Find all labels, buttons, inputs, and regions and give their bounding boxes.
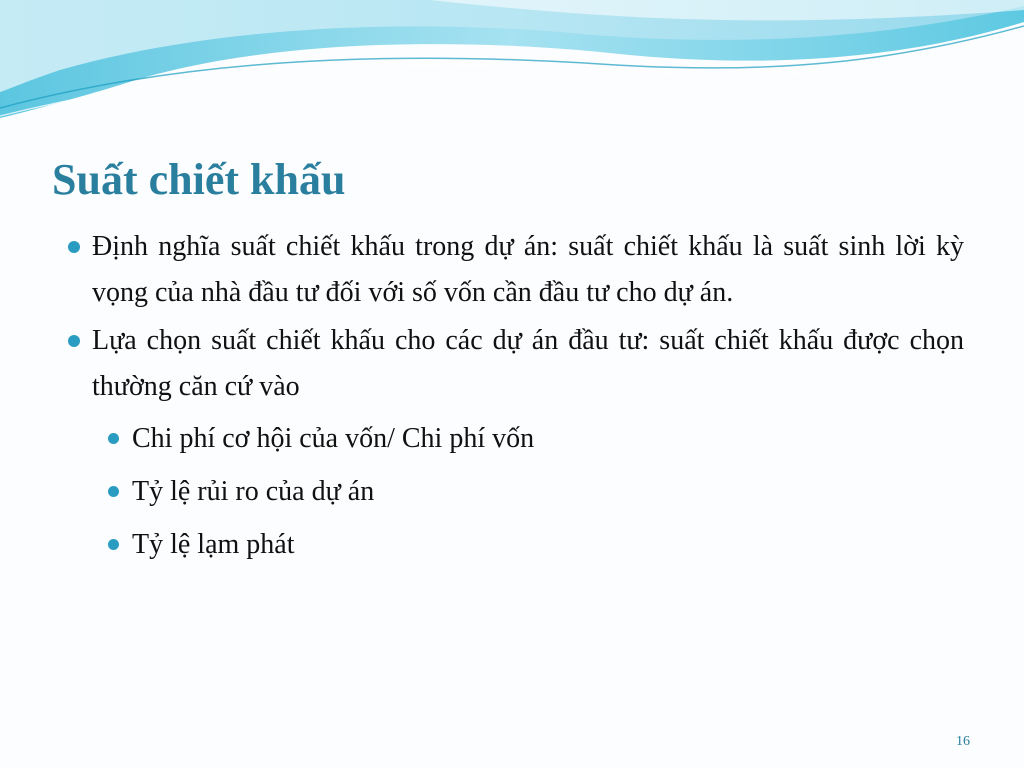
header-wave-decoration xyxy=(0,0,1024,125)
sub-bullet-text: Tỷ lệ rủi ro của dự án xyxy=(132,476,375,507)
sub-bullet-item xyxy=(104,465,964,518)
bullet-item xyxy=(62,318,964,410)
bullet-text: Định nghĩa suất chiết khấu trong dự án: suất chiết khấu là suất sinh lời kỳ vọng của nhà đầu tư đối với số vốn cần đầu tư cho dự án. xyxy=(92,231,964,308)
bullet-item xyxy=(62,224,964,316)
sub-bullet-text: Chi phí cơ hội của vốn/ Chi phí vốn xyxy=(132,423,535,454)
sub-bullet-item xyxy=(104,412,964,465)
bullet-text: Lựa chọn suất chiết khấu cho các dự án đầu tư: suất chiết khấu được chọn thường căn cứ vào xyxy=(92,325,964,402)
bullet-dot-icon xyxy=(108,486,119,497)
slide-content xyxy=(62,224,964,571)
sub-bullet-item xyxy=(104,518,964,571)
sub-bullet-text: Tỷ lệ lạm phát xyxy=(132,529,295,560)
bullet-dot-icon xyxy=(68,335,80,347)
bullet-dot-icon xyxy=(108,433,119,444)
slide-number: 16 xyxy=(956,734,970,749)
bullet-dot-icon xyxy=(108,539,119,550)
slide-title: Suất chiết khấu xyxy=(52,155,346,204)
bullet-dot-icon xyxy=(68,241,80,253)
